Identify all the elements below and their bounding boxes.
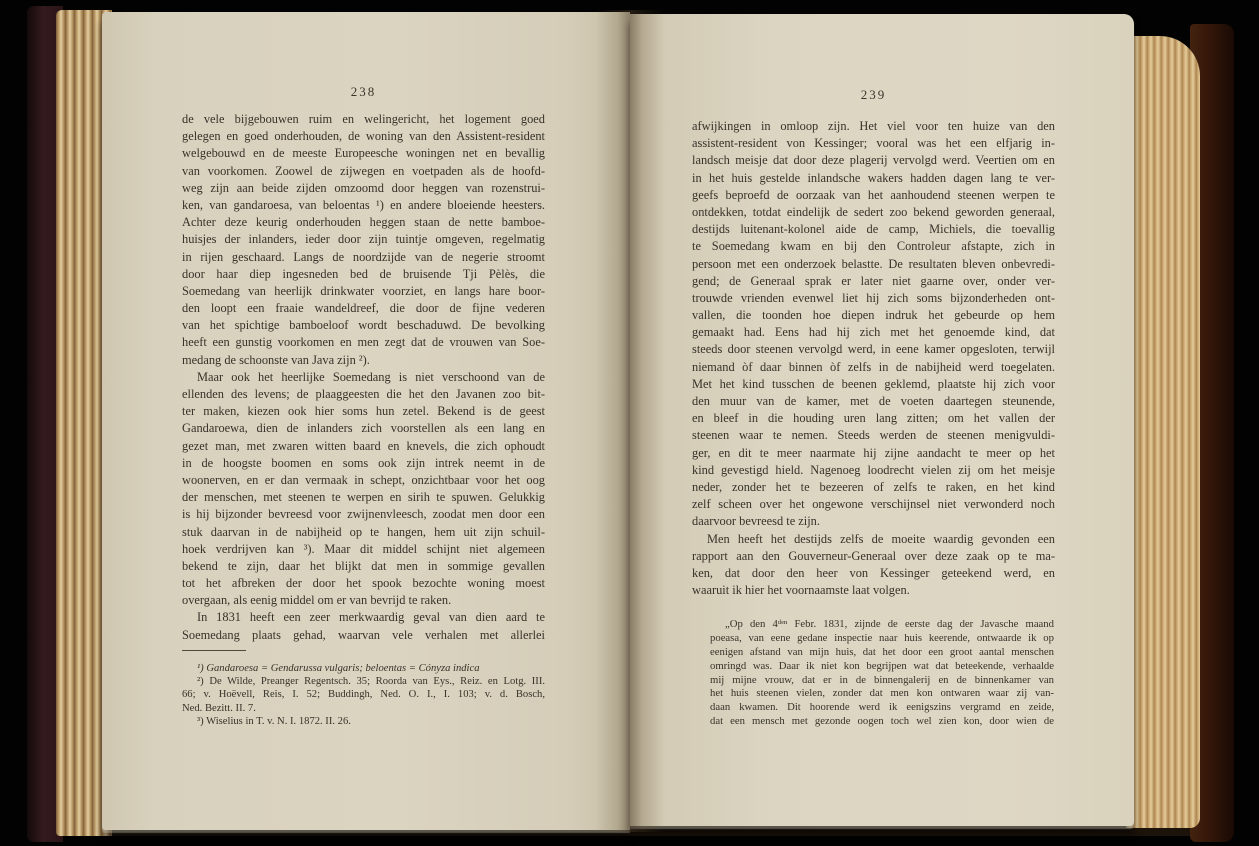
text-line: weg zijn aan beide zijden omzoomd door heggen van rozenstrui-: [182, 180, 545, 195]
text-line: daan kwamen. Dit hoorende werd ik eenigszins vergramd en zeide,: [710, 701, 1054, 714]
text-line: van het spichtige bamboeloof wordt beschaduwd. De bevolking: [182, 318, 545, 333]
text-line: Gandaroewa, dien de inlanders zich voorstellen als een lang en: [182, 421, 545, 436]
text-line: trouwde vrienden evenwel liet hij zich soms bijzonderheden ont-: [692, 290, 1055, 305]
text-line: Soemedang van heerlijk drinkwater voorziet, en langs hare boor-: [182, 283, 545, 298]
text-line: gemaakt had. Eens had hij zich met het genoemde kind, dat: [692, 325, 1055, 340]
text-line: eenigen afstand van mijn huis, dat het door een groot aantal menschen: [710, 645, 1054, 658]
text-line: tot het afbreken der door het spook bezochte woning moest: [182, 576, 545, 591]
text-line: stuk daarvan in de nabijheid op te hangen, hem uit zijn schuil-: [182, 524, 545, 539]
text-line: persoon met een onderzoek belastte. De resultaten bleven onbevredi-: [692, 256, 1055, 271]
text-line: ²) De Wilde, Preanger Regentsch. 35; Roorda van Eys., Reiz. en Lotg. III.: [197, 676, 545, 688]
text-line: in de hoogste boomen en soms ook zijn intrek neemt in de: [182, 455, 545, 470]
text-line: ³) Wiselius in T. v. N. I. 1872. II. 26.: [197, 715, 351, 727]
text-line: destijds luitenant-kolonel aide de camp, Michiels, die toevallig: [692, 222, 1055, 237]
text-line: waaruit ik hier het voornaamste laat volgen.: [692, 583, 910, 598]
text-line: te Soemedang kwam en bij den Controleur afstapte, zich in: [692, 239, 1055, 254]
text-line: der menschen, met steenen te werpen en sirih te spuwen. Gelukkig: [182, 490, 545, 505]
text-line: zelf scheen over het ongewone verschijnsel niet verwonderd noch: [692, 497, 1055, 512]
text-line: landsch meisje dat door deze plagerij vervolgd werd. Veertien om en: [692, 153, 1055, 168]
text-line: assistent-resident von Kessinger; vooral was het een elfjarig in-: [692, 136, 1055, 151]
text-line: ger, en dit te meer naarmate hij zijne aandacht te meer op het: [692, 445, 1055, 460]
text-line: Maar ook het heerlijke Soemedang is niet verschoond van de: [197, 369, 545, 384]
text-line: gelegen en goed onderhouden, de woning van den Assistent-resident: [182, 129, 545, 144]
text-line: Met het kind tusschen de beenen geklemd, plaatste hij zich voor: [692, 376, 1055, 391]
page-number-left: 238: [350, 84, 377, 99]
text-line: daarvoor bevreesd te zijn.: [692, 514, 820, 529]
page-number-right: 239: [860, 87, 887, 102]
text-line: huisjes der inlanders, ieder door zijn tuintje omgeven, regelmatig: [182, 232, 545, 247]
text-line: overgaan, als eenig middel om er van bevrijd te raken.: [182, 593, 452, 608]
text-line: afwijkingen in omloop zijn. Het viel voor ten huize van den: [692, 119, 1055, 133]
text-line: door haar diep ingesneden bed de bruisende Tji Pèlès, die: [182, 266, 545, 281]
text-line: gezet man, met zwaren witten baard en knevels, die zich ophoudt: [182, 438, 545, 453]
footnote-rule: [182, 650, 246, 651]
page-edges-right: [1126, 36, 1200, 828]
text-line: omringd was. Daar ik niet kon begrijpen wat dat beteekende, verhaalde: [710, 659, 1054, 672]
text-line: woonerven, en er dan vermaak in schept, onzichtbaar voor het oog: [182, 472, 545, 487]
text-line: steenen waar te nemen. Steeds werden de steenen menigvuldi-: [692, 428, 1055, 443]
text-line: ¹) Gandaroesa = Gendarussa vulgaris; beloentas = Cónyza indica: [197, 663, 480, 674]
text-line: neder, zonder het te bezeeren of zelfs te raken, en het kind: [692, 479, 1055, 494]
text-line: 66; v. Hoëvell, Reis, I. 52; Buddingh, Ned. O. I., I. 103; v. d. Bosch,: [182, 689, 545, 701]
right-page-body: [692, 118, 1055, 599]
text-line: ken, dat door den heer von Kessinger geteekend werd, en: [692, 565, 1055, 580]
text-line: poeasa, van eene gedane inspectie naar huis keerende, ontwaarde ik op: [710, 631, 1054, 644]
text-line: Soemedang plaats gehad, waarvan vele verhalen met allerlei: [182, 627, 545, 642]
left-page-body: [182, 111, 545, 644]
text-line: den loopt een fraaie wandeldreef, die door de fijne vederen: [182, 301, 545, 316]
left-page-footnotes: [182, 662, 545, 728]
text-line: den muur van de kamer, met de voeten daartegen steunende,: [692, 394, 1055, 408]
text-line: en bleef in die houding uren lang zitten; om het vallen der: [692, 411, 1055, 426]
text-line: van voorkomen. Zoowel de zijwegen en voetpaden als de hoofd-: [182, 163, 545, 178]
text-line: ellenden des levens; de plaaggeesten die het den Javanen zoo bit-: [182, 387, 545, 401]
right-page-blockquote: [710, 618, 1054, 729]
text-line: ontdekken, totdat eindelijk de sedert zoo bekend geworden generaal,: [692, 204, 1055, 219]
text-line: is hij bijzonder bevreesd voor zwijnenvleesch, zoodat men door een: [182, 507, 545, 522]
text-line: heeft een gunstig voorkomen en men zegt dat de vrouwen van Soe-: [182, 335, 545, 350]
text-line: dat een mensch met gezonde oogen toch wel zien kon, door wien de: [710, 715, 1054, 728]
text-line: ken, van gandaroesa, van beloentas ¹) en andere bloeiende heesters.: [182, 197, 545, 212]
text-line: Men heeft het destijds zelfs de moeite waardig gevonden een: [707, 531, 1055, 546]
text-line: gend; de Generaal sprak er later niet gaarne over, onder ver-: [692, 273, 1055, 288]
text-line: ter maken, kiezen ook hier soms hun zetel. Bekend is de geest: [182, 404, 545, 419]
text-line: medang de schoonste van Java zijn ²).: [182, 352, 370, 367]
text-line: „Op den 4ᵈᵉⁿ Febr. 1831, zijnde de eerste dag der Javasche maand: [725, 618, 1054, 630]
text-line: in rijen geschaard. Langs de noordzijde van de negerie stroomt: [182, 249, 545, 264]
text-line: Ned. Bezitt. II. 7.: [182, 702, 256, 714]
text-line: bekend te zijn, daar het blijkt dat men in sommige gevallen: [182, 558, 545, 573]
text-line: In 1831 heeft een zeer merkwaardig geval van dien aard te: [197, 610, 545, 625]
text-line: rapport aan den Gouverneur-Generaal over deze zaak op te ma-: [692, 548, 1055, 563]
text-line: de vele bijgebouwen ruim en welingericht, het logement goed: [182, 112, 545, 126]
text-line: steeds door steenen vervolgd werd, in eene kamer opgesloten, terwijl: [692, 342, 1055, 357]
text-line: geefs beproefd de oorzaak van het aanhoudend steenen werpen te: [692, 187, 1055, 202]
text-line: in het huis gestelde inlandsche wakers hadden dagen lang te ver-: [692, 170, 1055, 185]
text-line: Achter deze keurig onderhouden heggen staan de nette bamboe-: [182, 215, 545, 230]
text-line: vallen, die toonden hoe diepen indruk het gebeurde op hem: [692, 308, 1055, 323]
text-line: kind gevestigd hield. Nagenoeg loodrecht vielen zij om het meisje: [692, 462, 1055, 477]
text-line: niemand òf daar binnen òf zelfs in de nabijheid werd toegelaten.: [692, 359, 1055, 374]
text-line: welgebouwd en de meeste Europeesche woningen net en bevallig: [182, 146, 545, 161]
text-line: het huis steenen vielen, zonder dat men kon ontwaren waar zij van-: [710, 687, 1054, 700]
text-line: hoek verdrijven kan ³). Maar dit middel schijnt niet algemeen: [182, 541, 545, 556]
text-line: mij mijne vrouw, dat er in de binnengalerij en de binnenkamer van: [710, 673, 1054, 686]
right-page: [630, 14, 1134, 826]
left-page: [102, 12, 630, 830]
